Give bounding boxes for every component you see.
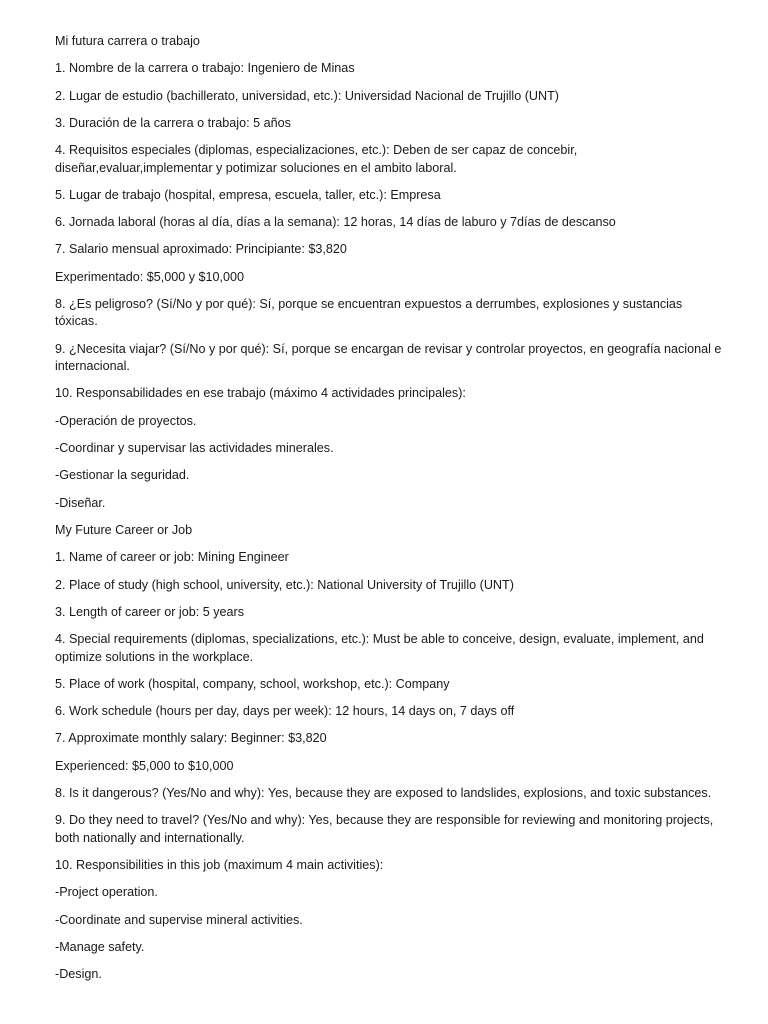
en-responsibility-item: -Coordinate and supervise mineral activities.	[55, 912, 303, 927]
es-item-work-schedule: 6. Jornada laboral (horas al día, días a la semana): 12 horas, 14 días de laburo y 7días de descanso	[55, 215, 616, 230]
en-item-career-name: 1. Name of career or job: Mining Engineer	[55, 550, 289, 565]
es-responsibility-item: -Diseñar.	[55, 495, 106, 510]
en-item-salary: 7. Approximate monthly salary: Beginner: $3,820	[55, 731, 327, 746]
es-item-danger: 8. ¿Es peligroso? (Sí/No y por qué): Sí, porque se encuentran expuestos a derrumbes, explosiones y sustancias tóxicas.	[55, 297, 683, 329]
en-item-responsibilities: 10. Responsibilities in this job (maximum 4 main activities):	[55, 858, 384, 873]
en-item-danger: 8. Is it dangerous? (Yes/No and why): Yes, because they are exposed to landslides, explosions, and toxic substances.	[55, 786, 712, 801]
es-responsibility-item: -Gestionar la seguridad.	[55, 468, 190, 483]
es-item-workplace: 5. Lugar de trabajo (hospital, empresa, escuela, taller, etc.): Empresa	[55, 187, 441, 202]
es-responsibility-item: -Coordinar y supervisar las actividades minerales.	[55, 441, 334, 456]
es-item-salary: 7. Salario mensual aproximado: Principiante: $3,820	[55, 242, 347, 257]
es-item-responsibilities: 10. Responsabilidades en ese trabajo (máximo 4 actividades principales):	[55, 386, 466, 401]
english-section-title: My Future Career or Job	[55, 522, 193, 537]
en-item-place-of-study: 2. Place of study (high school, university, etc.): National University of Trujillo (UNT)	[55, 577, 514, 592]
es-item-travel: 9. ¿Necesita viajar? (Sí/No y por qué): Sí, porque se encargan de revisar y controlar proyectos, en geografía nacional e internacional.	[55, 341, 722, 374]
en-item-salary-experienced: Experienced: $5,000 to $10,000	[55, 758, 234, 773]
es-item-place-of-study: 2. Lugar de estudio (bachillerato, universidad, etc.): Universidad Nacional de Trujillo (UNT)	[55, 88, 559, 103]
en-item-work-schedule: 6. Work schedule (hours per day, days per week): 12 hours, 14 days on, 7 days off	[55, 704, 515, 719]
es-item-duration: 3. Duración de la carrera o trabajo: 5 años	[55, 115, 291, 130]
en-item-duration: 3. Length of career or job: 5 years	[55, 604, 245, 619]
en-item-special-requirements: 4. Special requirements (diplomas, specializations, etc.): Must be able to conceive, design, evaluate, implement, and optimize solutions in the workplace.	[55, 632, 704, 664]
es-item-career-name: 1. Nombre de la carrera o trabajo: Ingeniero de Minas	[55, 61, 355, 76]
en-responsibility-item: -Design.	[55, 967, 102, 982]
es-item-salary-experienced: Experimentado: $5,000 y $10,000	[55, 269, 245, 284]
en-responsibility-item: -Project operation.	[55, 885, 158, 900]
en-item-workplace: 5. Place of work (hospital, company, school, workshop, etc.): Company	[55, 676, 450, 691]
en-responsibility-item: -Manage safety.	[55, 939, 145, 954]
en-item-travel: 9. Do they need to travel? (Yes/No and why): Yes, because they are responsible for reviewing and monitoring projects, both nationally and internationally.	[55, 813, 714, 845]
es-responsibility-item: -Operación de proyectos.	[55, 413, 197, 428]
es-item-special-requirements: 4. Requisitos especiales (diplomas, especializaciones, etc.): Deben de ser capaz de concebir, diseñar,evaluar,implementar y potimizar soluciones en el ambito laboral.	[55, 143, 578, 175]
spanish-section-title: Mi futura carrera o trabajo	[55, 34, 200, 48]
document-page	[55, 33, 727, 994]
